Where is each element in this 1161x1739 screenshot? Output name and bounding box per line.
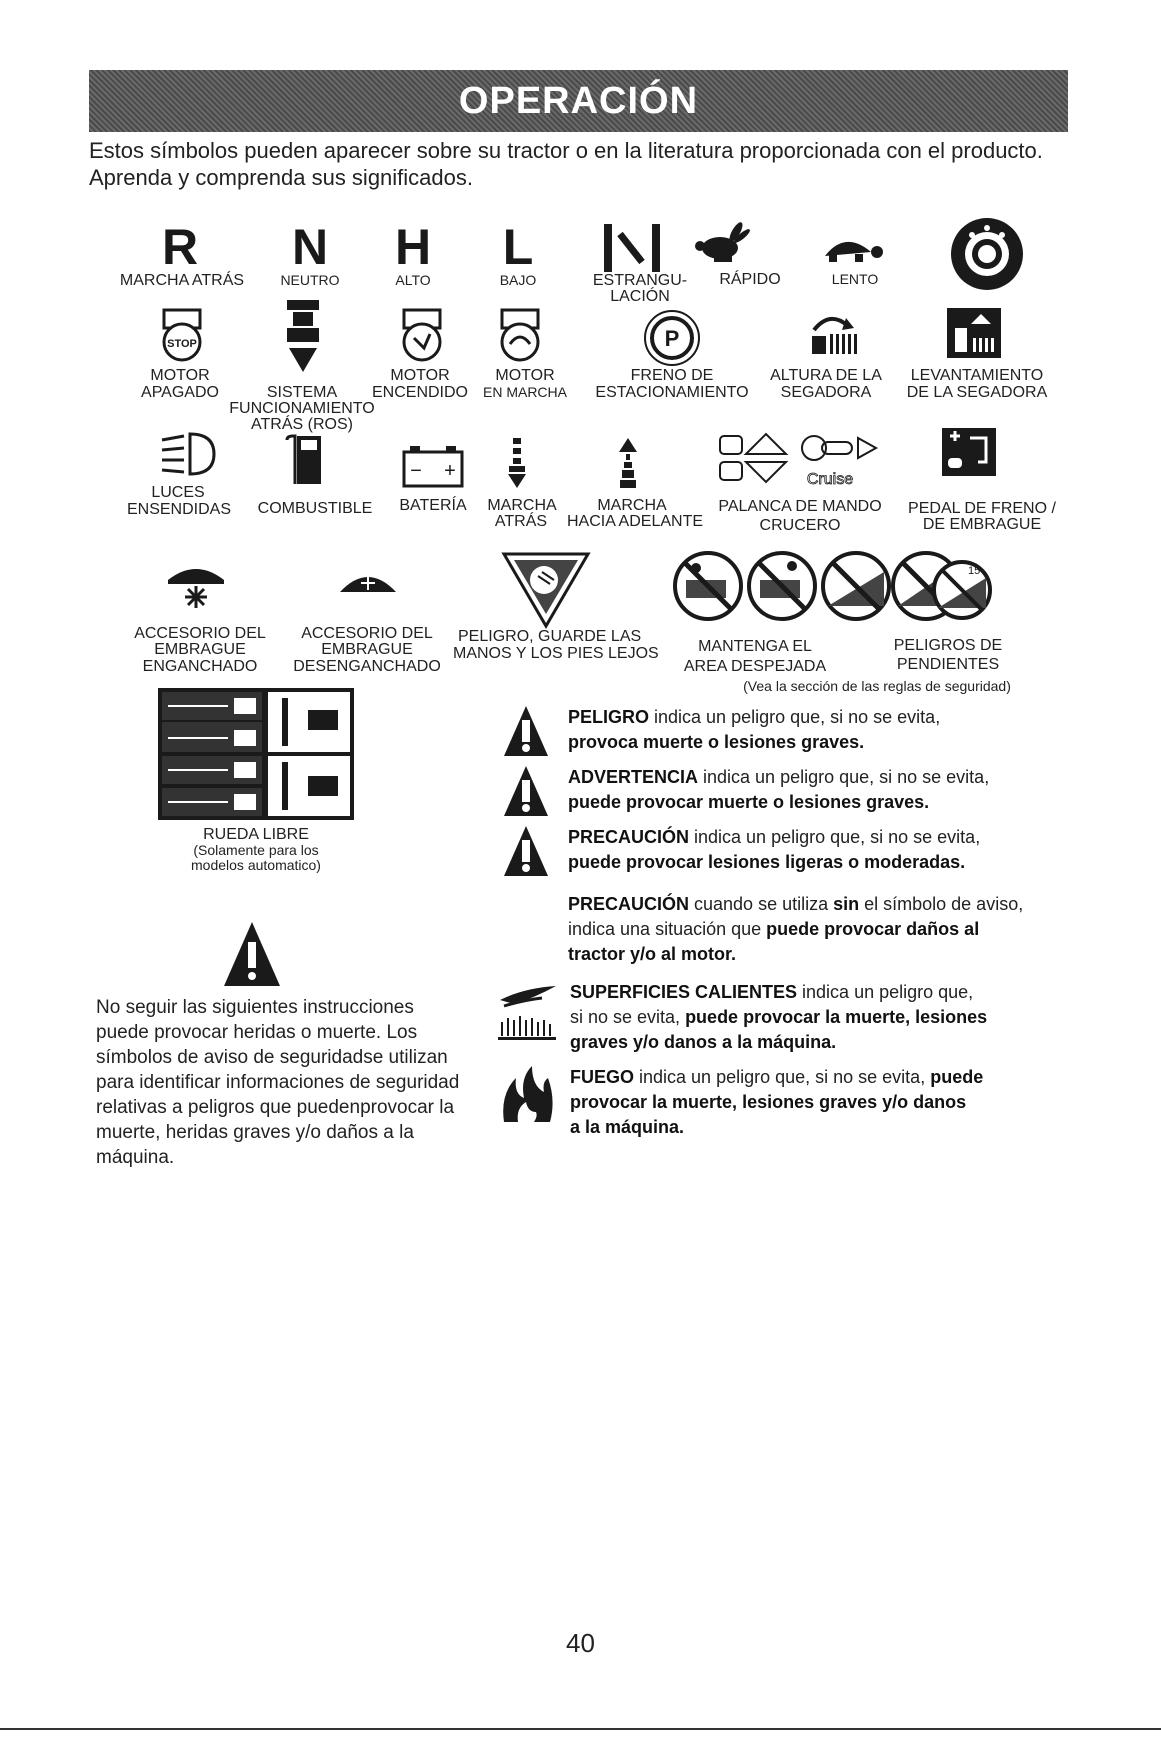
label-sistema-3: ATRÁS (ROS): [251, 416, 353, 433]
label-pendientes-1: PELIGROS DE: [893, 637, 1003, 654]
left-para-line-5: relativas a peligros que puedenprovocar la: [96, 1097, 455, 1118]
mower-height-icon: [808, 308, 864, 358]
label-rueda-libre-3: modelos automatico): [191, 857, 321, 873]
label-peligro-manos-1: PELIGRO, GUARDE LAS: [458, 628, 642, 645]
caution-sin-text-1: cuando se utiliza: [689, 894, 834, 914]
clutch-disengaged-icon: [336, 562, 400, 602]
label-bateria: BATERÍA: [399, 497, 467, 514]
warning-advertencia-text: indica un peligro que, si no se evita,: [698, 767, 990, 787]
label-rueda-libre: RUEDA LIBRE: [203, 826, 309, 843]
label-pedal-1: PEDAL DE FRENO /: [908, 500, 1056, 517]
keep-area-clear-slope-icons: [672, 550, 992, 622]
caution-sin-text-2: el símbolo de aviso,: [859, 894, 1024, 914]
caution-sin-text-3: indica una situación que: [568, 919, 767, 939]
brake-clutch-pedal-icon: [942, 428, 996, 476]
label-motor-marcha-2: EN MARCHA: [482, 384, 567, 400]
label-pendientes-2: PENDIENTES: [896, 656, 1000, 673]
warning-peligro: [568, 705, 1128, 755]
slope-number: 15: [968, 565, 981, 577]
label-acc-des-1: ACCESORIO DEL: [301, 625, 433, 642]
low-letter: L: [502, 219, 534, 275]
freewheel-icon: [158, 688, 354, 820]
label-levantamiento-2: DE LA SEGADORA: [906, 384, 1048, 401]
parking-brake-icon: [642, 308, 702, 368]
warning-peligro-keyword: PELIGRO: [568, 707, 650, 727]
label-sistema-1: SISTEMA: [266, 384, 338, 401]
warning-precaucion: [568, 825, 1128, 875]
label-pedal-2: DE EMBRAGUE: [922, 516, 1042, 533]
warning-alert-icon: [502, 764, 550, 818]
caution-sin-keyword: PRECAUCIÓN: [568, 894, 690, 914]
fire-bold-4: a la máquina.: [570, 1117, 685, 1137]
label-levantamiento-1: LEVANTAMIENTO: [910, 367, 1044, 384]
left-para-line-1: No seguir las siguientes instrucciones: [96, 997, 414, 1018]
label-freno-1: FRENO DE: [630, 367, 714, 384]
engine-start-icon: [400, 308, 444, 364]
fire-text-1: indica un peligro que, si no se evita,: [634, 1067, 931, 1087]
left-para-line-4: para identificar informaciones de seguridad: [96, 1072, 460, 1093]
label-acc-des-2: EMBRAGUE: [321, 641, 413, 658]
hands-feet-hazard-icon: [500, 550, 592, 630]
hot-surface-icon: [494, 982, 560, 1042]
left-para-line-3: símbolos de aviso de seguridadse utilizan: [96, 1047, 448, 1068]
warning-peligro-bold: provoca muerte o lesiones graves.: [568, 732, 865, 752]
label-motor-apagado-2: APAGADO: [141, 384, 219, 401]
safety-alert-icon: [222, 920, 282, 988]
label-marcha-atras-2: ATRÁS: [494, 513, 548, 530]
label-acc-eng-1: ACCESORIO DEL: [134, 625, 266, 642]
caution-alert-icon: [502, 824, 550, 878]
label-sistema-2: FUNCIONAMIENTO: [229, 400, 375, 417]
forward-direction-icon: [616, 436, 640, 490]
fire-warning: [570, 1065, 1130, 1140]
label-motor-apagado-1: MOTOR: [150, 367, 210, 384]
engine-stop-icon: [160, 308, 204, 364]
engine-running-icon: [498, 308, 542, 364]
left-para-line-7: máquina.: [96, 1147, 175, 1168]
intro-text: [89, 137, 1089, 191]
label-marcha-atras-1: MARCHA: [487, 497, 557, 514]
danger-alert-icon: [502, 704, 550, 758]
no-passengers-icon: [675, 553, 741, 619]
label-acc-eng-2: EMBRAGUE: [154, 641, 246, 658]
warning-peligro-text: indica un peligro que, si no se evita,: [649, 707, 941, 727]
warning-advertencia-keyword: ADVERTENCIA: [568, 767, 699, 787]
slope-15-icon: [934, 562, 990, 618]
stop-text: STOP: [167, 338, 197, 350]
label-motor-encendido-1: MOTOR: [390, 367, 450, 384]
title-banner: [89, 70, 1068, 132]
headlights-icon: [158, 426, 218, 482]
clutch-engaged-icon: [164, 562, 228, 614]
battery-plus: +: [444, 460, 456, 482]
caution-without-symbol: [568, 892, 1148, 967]
warning-advertencia: [568, 765, 1128, 815]
label-freno-2: ESTACIONAMIENTO: [595, 384, 749, 401]
label-vea-seccion: (Vea la sección de las reglas de seguridad): [743, 678, 1011, 694]
hot-bold-3: graves y/o danos a la máquina.: [570, 1032, 837, 1052]
caution-sin-bold-4: tractor y/o al motor.: [568, 944, 737, 964]
bottom-rule: [0, 1728, 1161, 1730]
no-steep-slope-icon: [823, 553, 889, 619]
label-mantenga-1: MANTENGA EL: [698, 638, 812, 655]
battery-minus: −: [410, 460, 422, 482]
caution-sin-bold-sin: sin: [833, 894, 860, 914]
no-children-icon: [749, 553, 815, 619]
label-marcha-atras: MARCHA ATRÁS: [119, 272, 245, 289]
label-luces-1: LUCES: [151, 484, 205, 501]
hot-bold-2: puede provocar la muerte, lesiones: [685, 1007, 988, 1027]
label-marcha-adelante-2: HACIA ADELANTE: [566, 513, 704, 530]
label-marcha-adelante-1: MARCHA: [597, 497, 667, 514]
turtle-slow-icon: [815, 228, 887, 268]
label-mantenga-2: AREA DESPEJADA: [683, 658, 827, 675]
reverse-operation-system-icon: [281, 298, 325, 376]
rabbit-fast-icon: [688, 218, 752, 268]
label-neutro: NEUTRO: [280, 272, 340, 288]
high-letter: H: [394, 219, 432, 275]
cruise-control-icon: [718, 428, 898, 494]
label-bajo: BAJO: [499, 272, 537, 288]
intro-line-2: Aprenda y comprenda sus significados.: [89, 165, 473, 190]
reverse-letter: R: [161, 219, 199, 275]
label-palanca-2: CRUCERO: [759, 517, 841, 534]
left-paragraph: [96, 995, 516, 1170]
left-para-line-6: muerte, heridas graves y/o daños a la: [96, 1122, 414, 1143]
label-alto: ALTO: [395, 272, 431, 288]
label-motor-marcha-1: MOTOR: [495, 367, 555, 384]
fire-keyword: FUEGO: [570, 1067, 635, 1087]
fuel-icon: [283, 434, 327, 488]
label-altura-2: SEGADORA: [780, 384, 872, 401]
svg-text:P: P: [664, 326, 680, 351]
battery-icon: [400, 444, 466, 490]
label-acc-eng-3: ENGANCHADO: [142, 658, 258, 675]
label-peligro-manos-2: MANOS Y LOS PIES LEJOS: [453, 645, 659, 662]
left-para-line-2: puede provocar heridas o muerte. Los: [96, 1022, 418, 1043]
caution-sin-bold-3: puede provocar daños al: [766, 919, 980, 939]
label-acc-des-3: DESENGANCHADO: [293, 658, 441, 675]
hot-text-2: si no se evita,: [570, 1007, 686, 1027]
neutral-letter: N: [291, 219, 329, 275]
warning-precaucion-text: indica un peligro que, si no se evita,: [689, 827, 981, 847]
cruise-text: Cruise: [806, 471, 854, 488]
warning-precaucion-keyword: PRECAUCIÓN: [568, 827, 690, 847]
fire-bold-2: puede: [930, 1067, 984, 1087]
label-motor-encendido-2: ENCENDIDO: [371, 384, 468, 401]
label-combustible: COMBUSTIBLE: [257, 500, 373, 517]
page-title: OPERACIÓN: [458, 79, 699, 122]
fire-bold-3: provocar la muerte, lesiones graves y/o danos: [570, 1092, 967, 1112]
fire-icon: [498, 1064, 556, 1124]
hot-text-1: indica un peligro que,: [797, 982, 974, 1002]
label-choke-1: ESTRANGU-: [592, 272, 688, 289]
choke-icon: [598, 220, 668, 276]
label-choke-2: LACIÓN: [610, 288, 670, 305]
hot-surfaces-warning: [570, 980, 1130, 1055]
ignition-key-icon: [948, 215, 1026, 293]
label-rapido: RÁPIDO: [719, 271, 781, 288]
label-lento: LENTO: [831, 271, 879, 287]
warning-precaucion-bold: puede provocar lesiones ligeras o moderadas.: [568, 852, 966, 872]
mower-lift-icon: [947, 308, 1001, 358]
reverse-direction-icon: [505, 436, 529, 490]
label-rueda-libre-2: (Solamente para los: [193, 842, 319, 858]
intro-line-1: Estos símbolos pueden aparecer sobre su tractor o en la literatura proporcionada con el producto.: [89, 138, 1043, 163]
page-number: 40: [566, 1628, 595, 1658]
warning-advertencia-bold: puede provocar muerte o lesiones graves.: [568, 792, 930, 812]
label-luces-2: ENSENDIDAS: [126, 501, 232, 518]
label-altura-1: ALTURA DE LA: [770, 367, 882, 384]
hot-keyword: SUPERFICIES CALIENTES: [570, 982, 798, 1002]
label-palanca-1: PALANCA DE MANDO: [718, 498, 882, 515]
